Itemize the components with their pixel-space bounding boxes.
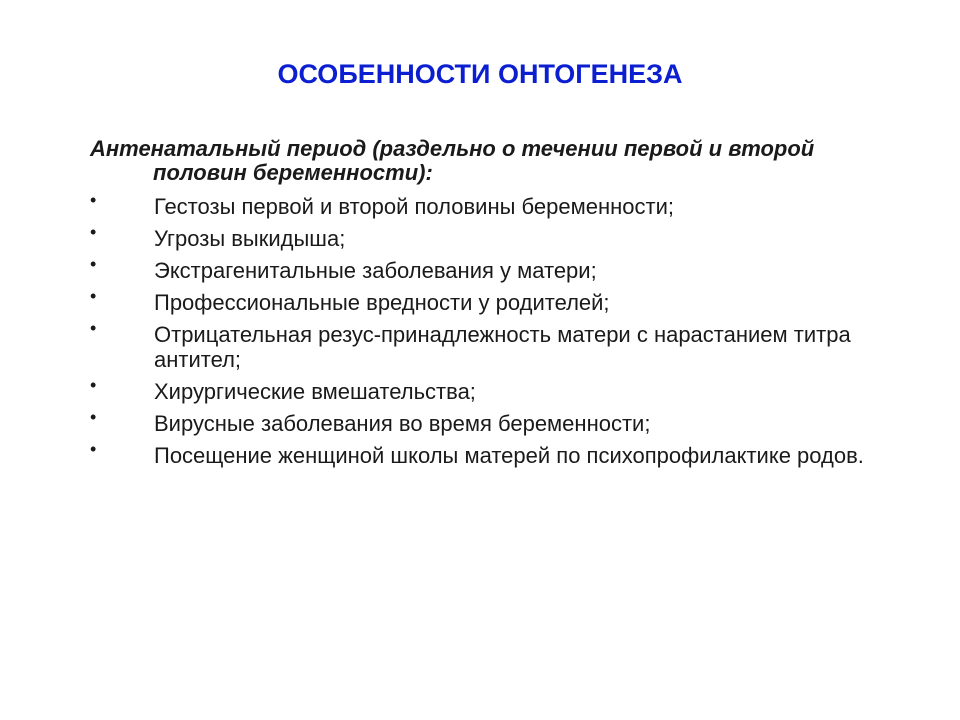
bullet-icon: • [90,318,97,338]
list-item-text: Экстрагенитальные заболевания у матери; [154,258,597,283]
slide-title: ОСОБЕННОСТИ ОНТОГЕНЕЗА [277,59,683,89]
list-item-text: Посещение женщиной школы матерей по психопрофилактике родов. [154,443,864,468]
bullet-icon: • [90,286,97,306]
bullet-icon: • [90,439,97,459]
list-item [90,407,890,436]
bullet-icon: • [90,375,97,395]
list-item [90,318,890,372]
list-item-text: Угрозы выкидыша; [154,226,346,251]
list-item [90,190,890,219]
list-item [90,439,890,468]
list-item [90,254,890,283]
list-item [90,222,890,251]
slide-content [90,137,890,475]
list-item-text: Хирургические вмешательства; [154,379,476,404]
list-item-text: Отрицательная резус-принадлежность матери с нарастанием титра антител; [154,322,851,372]
bullet-icon: • [90,254,97,274]
list-item [90,375,890,404]
list-item [90,286,890,315]
list-item-text: Профессиональные вредности у родителей; [154,290,610,315]
list-item-text: Вирусные заболевания во время беременности; [154,411,651,436]
lead-paragraph: Антенатальный период (раздельно о течении первой и второй половин беременности): [90,136,815,185]
bullet-list [90,190,890,468]
bullet-icon: • [90,190,97,210]
list-item-text: Гестозы первой и второй половины беременности; [154,194,674,219]
bullet-icon: • [90,222,97,242]
bullet-icon: • [90,407,97,427]
